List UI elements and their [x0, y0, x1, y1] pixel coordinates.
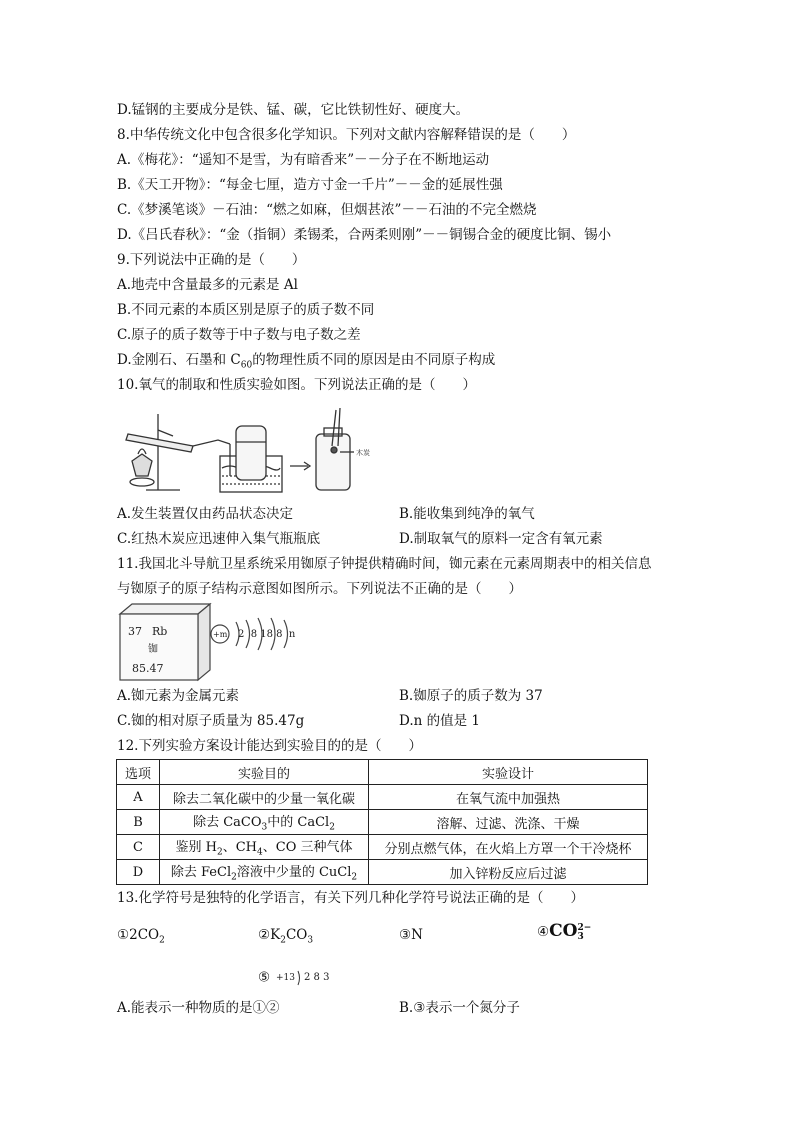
row-goal: 鉴别 $H_2$、$CH_4$、CO 三种气体 [160, 835, 369, 860]
aluminum-atom-diagram [274, 968, 354, 988]
q11-option-b: B.铷原子的质子数为 37 [399, 688, 543, 704]
question-10: 10.氧气的制取和性质实验如图。下列说法正确的是（ ） [117, 377, 476, 393]
element-symbol: Rb [152, 625, 168, 638]
row-goal: 除去 CaCO$_3$中的 CaCl$_2$ [160, 810, 369, 835]
q10-option-a: A.发生装置仅由药品状态决定 [117, 506, 294, 522]
element-name: 铷 [148, 644, 158, 655]
rubidium-figure [118, 602, 358, 682]
row-option: A [117, 785, 160, 810]
row-goal: 除去二氧化碳中的少量一氧化碳 [160, 785, 369, 810]
row-option: D [117, 860, 160, 885]
element-number: 37 [128, 625, 142, 638]
symbol-5: ⑤ +13 2 8 3 [258, 968, 354, 988]
q9-option-b: B.不同元素的本质区别是原子的质子数不同 [117, 302, 375, 318]
svg-text:+13: +13 [276, 973, 296, 983]
q11-option-a: A.铷元素为金属元素 [117, 688, 240, 704]
q13-option-a: A.能表示一种物质的是①② [117, 1000, 280, 1016]
header-option: 选项 [117, 760, 160, 785]
q8-option-d: D.《吕氏春秋》：“金（指铜）柔锡柔，合两柔则刚”－－铜锡合金的硬度比铜、锡小 [117, 227, 612, 243]
row-option: C [117, 835, 160, 860]
oxygen-apparatus-figure [118, 406, 368, 496]
question-12: 12.下列实验方案设计能达到实验目的的是（ ） [117, 738, 422, 754]
q10-option-d: D.制取氧气的原料一定含有氧元素 [399, 531, 603, 547]
symbol-2: $②K_2CO_3$ [258, 927, 314, 946]
charcoal-label: 木炭 [356, 449, 370, 457]
q8-option-a: A.《梅花》：“遥知不是雪，为有暗香来”－－分子在不断地运动 [117, 152, 490, 168]
row-design: 溶解、过滤、洗涤、干燥 [369, 810, 648, 835]
q7-option-d: D.锰钢的主要成分是铁、锰、碳，它比铁韧性好、硬度大。 [117, 102, 470, 118]
symbol-1: $①2CO_2$ [117, 927, 165, 946]
row-design: 加入锌粉反应后过滤 [369, 860, 648, 885]
table-row [117, 785, 648, 810]
q9-option-a: A.地壳中含量最多的元素是 Al [117, 277, 298, 293]
question-11-line2: 与铷原子的原子结构示意图如图所示。下列说法不正确的是（ ） [117, 581, 522, 597]
q10-option-b: B.能收集到纯净的氧气 [399, 506, 535, 522]
q9-option-d: D.金刚石、石墨和 $C_{60}$的物理性质不同的原因是由不同原子构成 [117, 352, 496, 371]
question-13: 13.化学符号是独特的化学语言，有关下列几种化学符号说法正确的是（ ） [117, 890, 584, 906]
row-design: 分别点燃气体，在火焰上方罩一个干冷烧杯 [369, 835, 648, 860]
symbol-3: ③N [399, 927, 423, 943]
q10-option-c: C.红热木炭应迅速伸入集气瓶瓶底 [117, 531, 321, 547]
table-row [117, 810, 648, 835]
symbol-4: ④CO 2− 3 [537, 921, 592, 942]
question-8: 8.中华传统文化中包含很多化学知识。下列对文献内容解释错误的是（ ） [117, 127, 576, 143]
atom-shells: 2 8 18 8 n [238, 629, 296, 640]
question-11-line1: 11.我国北斗导航卫星系统采用铷原子钟提供精确时间，铷元素在元素周期表中的相关信息 [117, 556, 652, 572]
table-header-row [117, 760, 648, 785]
experiment-table [116, 759, 648, 885]
q13-option-b: B.③表示一个氮分子 [399, 1000, 520, 1016]
row-design: 在氧气流中加强热 [369, 785, 648, 810]
q11-option-d: D.n 的值是 1 [399, 713, 480, 729]
header-design: 实验设计 [369, 760, 648, 785]
row-option: B [117, 810, 160, 835]
header-goal: 实验目的 [160, 760, 369, 785]
table-row [117, 860, 648, 885]
row-goal: 除去 FeCl$_2$溶液中少量的 CuCl$_2$ [160, 860, 369, 885]
q8-option-b: B.《天工开物》：“每金七厘，造方寸金一千片”－－金的延展性强 [117, 177, 503, 193]
question-9: 9.下列说法中正确的是（ ） [117, 252, 306, 268]
q9-option-c: C.原子的质子数等于中子数与电子数之差 [117, 327, 361, 343]
svg-text:2 8 3: 2 8 3 [304, 972, 330, 983]
q8-option-c: C.《梦溪笔谈》－石油：“燃之如麻，但烟甚浓”－－石油的不完全燃烧 [117, 202, 537, 218]
atom-nucleus: +m [213, 630, 228, 639]
q11-option-c: C.铷的相对原子质量为 85.47g [117, 713, 305, 729]
element-mass: 85.47 [132, 662, 164, 675]
table-row [117, 835, 648, 860]
